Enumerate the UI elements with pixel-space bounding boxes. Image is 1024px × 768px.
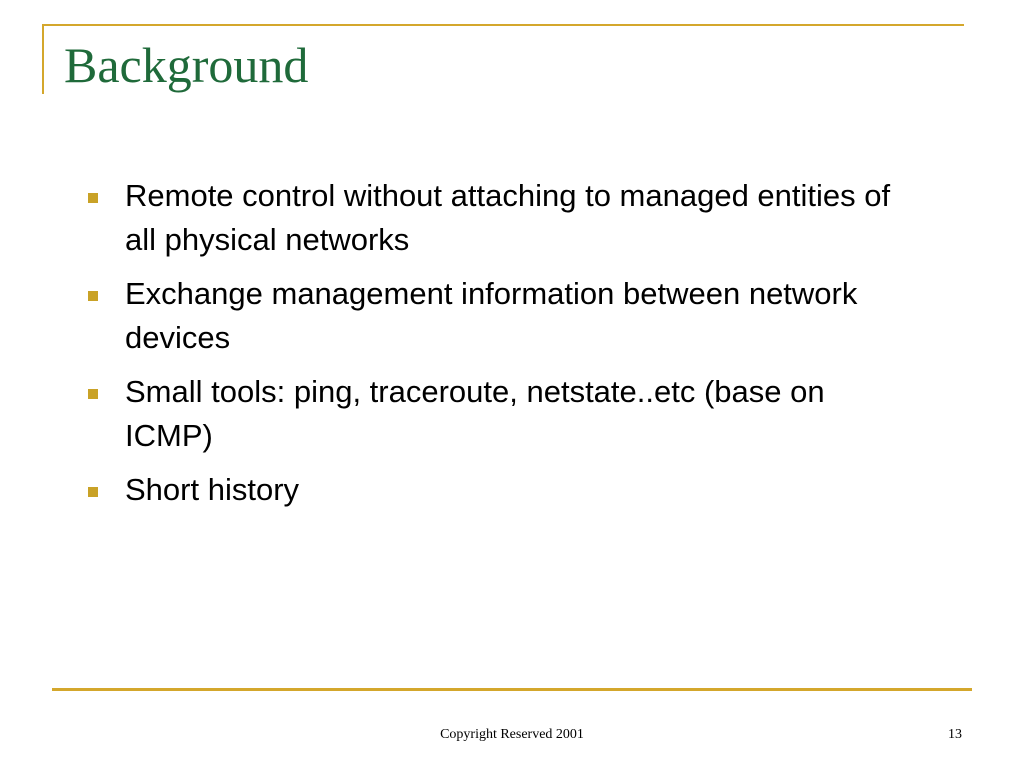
bullet-item (88, 174, 918, 262)
page-number: 13 (948, 727, 962, 742)
bullet-item (88, 468, 918, 512)
square-bullet-icon (88, 193, 98, 203)
bullet-text: Short history (125, 472, 300, 507)
square-bullet-icon (88, 291, 98, 301)
square-bullet-icon (88, 487, 98, 497)
bullet-item (88, 272, 918, 360)
footer-copyright: Copyright Reserved 2001 (440, 727, 584, 742)
title-left-rule (42, 24, 44, 94)
bullet-text: Exchange management information between network devices (125, 276, 858, 355)
square-bullet-icon (88, 389, 98, 399)
slide-title: Background (64, 37, 309, 93)
bullet-item (88, 370, 918, 458)
bullet-text: Small tools: ping, traceroute, netstate..etc (base on ICMP) (125, 374, 825, 453)
bullet-text: Remote control without attaching to managed entities of all physical networks (125, 178, 891, 257)
title-top-rule (42, 24, 964, 26)
bullet-list (88, 174, 918, 522)
footer-rule (52, 688, 972, 691)
